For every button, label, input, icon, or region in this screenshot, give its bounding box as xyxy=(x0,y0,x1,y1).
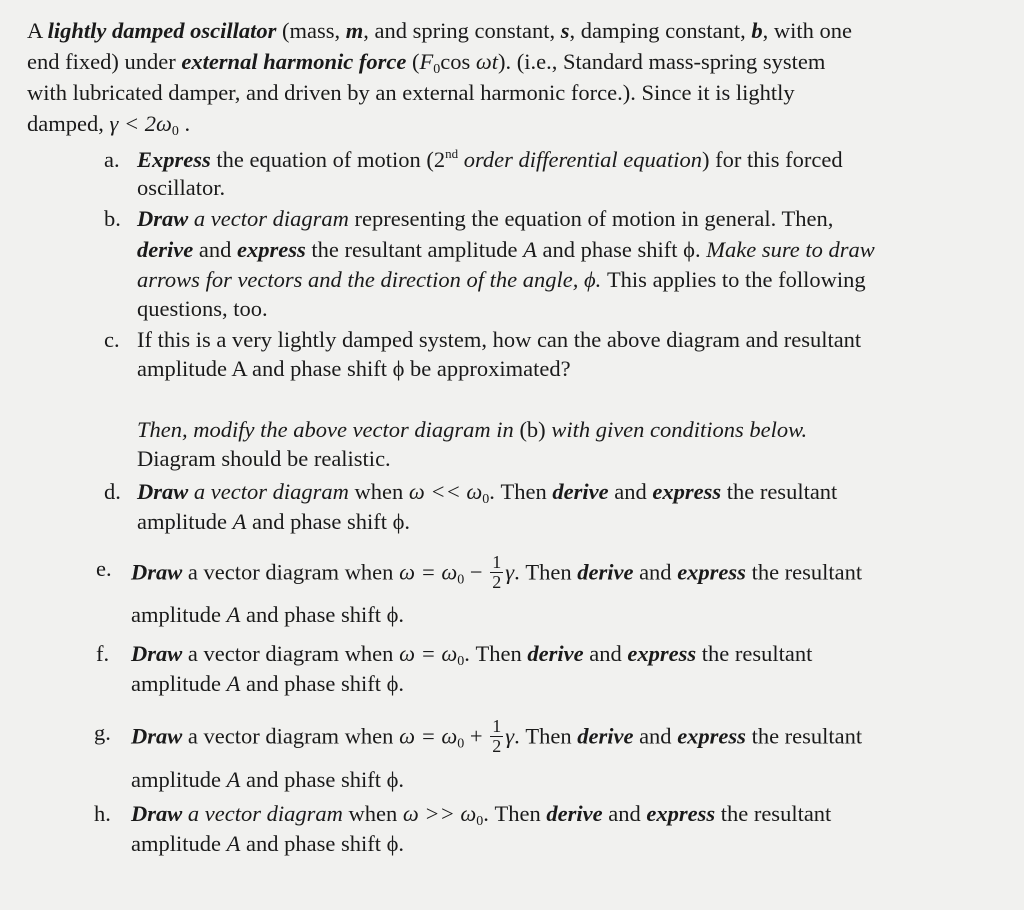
question-f-line-1: Draw a vector diagram when $\omega = \omega_0$. Then derive and express the resultant xyxy=(131,641,813,669)
question-e-line-2: amplitude A and phase shift ϕ. xyxy=(131,602,405,627)
question-c-line-2: amplitude A and phase shift ϕ be approximated? xyxy=(137,356,571,381)
question-b-line-3: arrows for vectors and the direction of the angle, ϕ. This applies to the following xyxy=(137,267,866,292)
intro-line-3: with lubricated damper, and driven by an external harmonic force.). Since it is lightly xyxy=(27,80,795,105)
modify-line-1: Then, modify the above vector diagram in (b) with given conditions below. xyxy=(137,417,808,442)
question-h-line-2: amplitude A and phase shift ϕ. xyxy=(131,831,405,856)
question-e-line-1: Draw a vector diagram when $\omega = \omega_0$ − $\frac{1}{2}$ γ. Then derive and express the resultant xyxy=(131,552,863,592)
question-g-line-2: amplitude A and phase shift ϕ. xyxy=(131,767,405,792)
question-d-line-2: amplitude A and phase shift ϕ. xyxy=(137,509,411,534)
half-fraction: $\frac{1}{2}$ xyxy=(492,552,502,592)
intro-line-1: A lightly damped oscillator (mass, m, and spring constant, s, damping constant, b, with one xyxy=(27,18,852,43)
question-g-label: g. xyxy=(94,720,111,745)
question-d-line-1: Draw a vector diagram when $\omega << \omega_0$. Then derive and express the resultant xyxy=(137,479,838,507)
question-b-label: b. xyxy=(104,206,121,231)
question-c-line-1: If this is a very lightly damped system, how can the above diagram and resultant xyxy=(137,327,862,352)
half-fraction: $\frac{1}{2}$ xyxy=(492,716,502,756)
modify-line-2: Diagram should be realistic. xyxy=(137,446,391,471)
question-e-label: e. xyxy=(96,556,112,581)
question-a-line-1: Express the equation of motion (2nd order differential equation) for this forced xyxy=(137,146,843,172)
question-d-label: d. xyxy=(104,479,121,504)
question-b-line-1: Draw a vector diagram representing the equation of motion in general. Then, xyxy=(137,206,834,231)
intro-line-4: damped, $\gamma < 2\omega_0$ . xyxy=(27,111,191,139)
question-c-label: c. xyxy=(104,327,120,352)
question-b-line-4: questions, too. xyxy=(137,296,268,321)
question-a-line-2: oscillator. xyxy=(137,175,226,200)
question-b-line-2: derive and express the resultant amplitude A and phase shift ϕ. Make sure to draw xyxy=(137,237,875,262)
question-h-line-1: Draw a vector diagram when $\omega >> \omega_0$. Then derive and express the resultant xyxy=(131,801,832,829)
question-f-line-2: amplitude A and phase shift ϕ. xyxy=(131,671,405,696)
question-a-label: a. xyxy=(104,147,120,172)
question-f-label: f. xyxy=(96,641,110,666)
intro-line-2: end fixed) under external harmonic force ($F_0\cos$ ωt). (i.e., Standard mass-spring system xyxy=(27,49,826,77)
question-g-line-1: Draw a vector diagram when $\omega = \omega_0$ + $\frac{1}{2}$ γ. Then derive and express the resultant xyxy=(131,716,863,756)
question-h-label: h. xyxy=(94,801,111,826)
